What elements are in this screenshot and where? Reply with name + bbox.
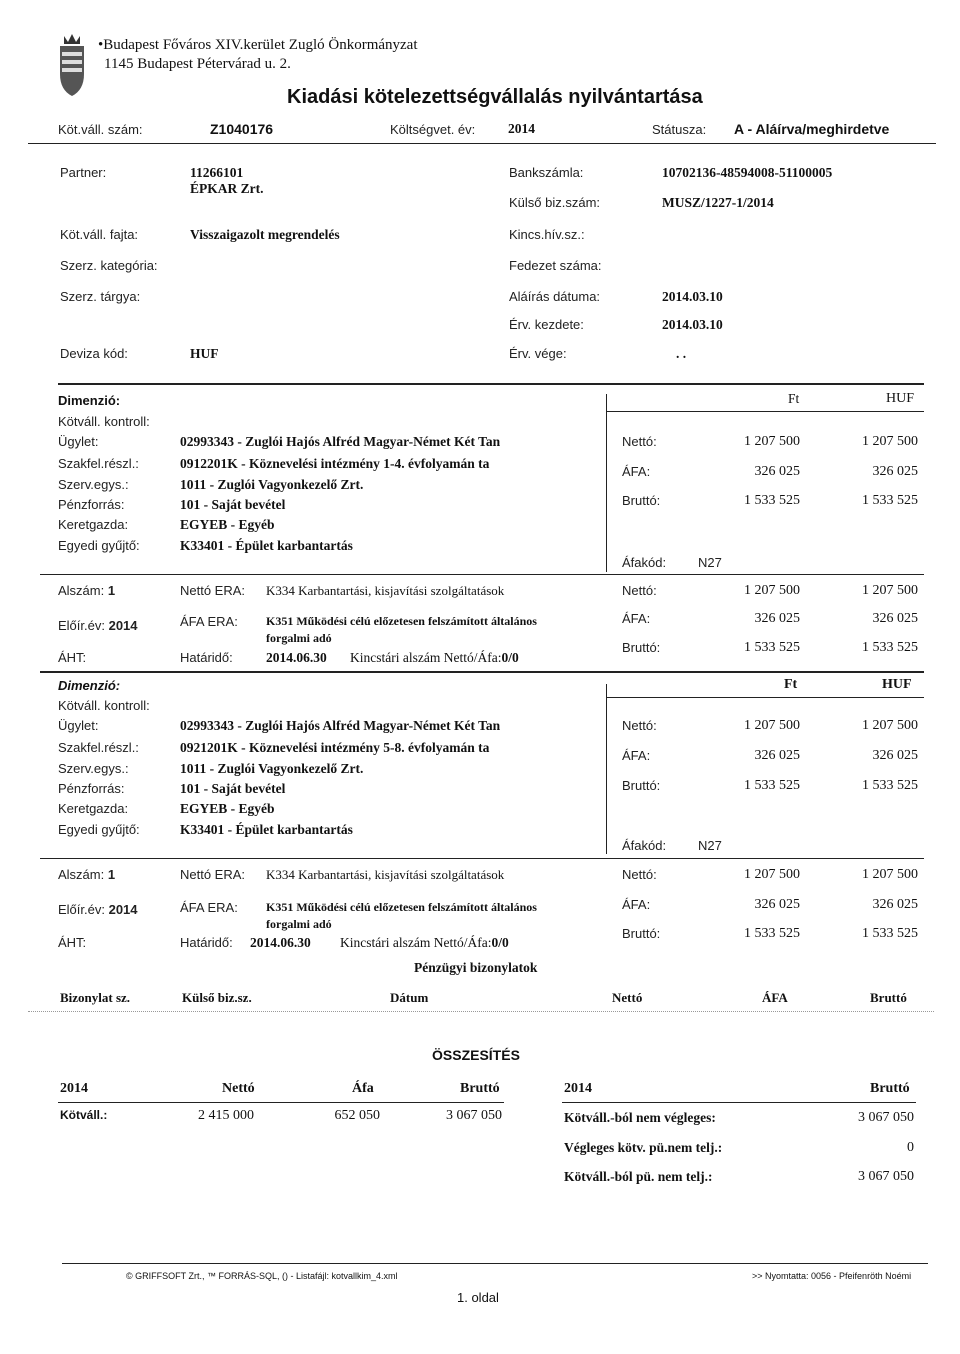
divider (606, 411, 924, 412)
right-brutto-header: Bruttó (870, 1081, 910, 1096)
bankszamla-label: Bankszámla: (509, 165, 584, 180)
s-netto-ft: 1 207 500 (744, 583, 800, 598)
divider (606, 394, 607, 572)
szakfel-label: Szakfel.részl.: (58, 456, 139, 471)
hatarido-value: 2014.06.30 (266, 650, 327, 665)
s-brutto-label-2: Bruttó: (622, 926, 661, 941)
nem-vegleges-label: Kötváll.-ból nem végleges: (564, 1110, 716, 1125)
col-netto: Nettó (612, 990, 643, 1005)
fajta-label: Köt.váll. fajta: (60, 227, 139, 242)
pu-nem-telj-label: Kötváll.-ból pü. nem telj.: (564, 1169, 713, 1184)
keretgazda-value-2: EGYEB - Egyéb (180, 801, 275, 816)
s-afa-label: ÁFA: (622, 611, 651, 626)
brutto-ft: 1 533 525 (744, 493, 800, 508)
eloir-row-2: Előír.év: 2014 (58, 902, 138, 917)
col-bizonylat: Bizonylat sz. (60, 990, 131, 1005)
penzforras-label-2: Pénzforrás: (58, 781, 125, 796)
penzforras-value: 101 - Saját bevétel (180, 497, 286, 512)
divider (606, 697, 924, 698)
penzforras-value-2: 101 - Saját bevétel (180, 781, 286, 796)
hatarido-label: Határidő: (180, 650, 233, 665)
huf-header-2: HUF (882, 677, 912, 692)
alszam-row-2: Alszám: 1 (58, 867, 116, 882)
alszam-row: Alszám: 1 (58, 583, 116, 598)
s-brutto-huf: 1 533 525 (862, 640, 918, 655)
s-netto-label: Nettó: (622, 583, 657, 598)
egyedi-label-2: Egyedi gyűjtő: (58, 822, 140, 837)
osszesites-title: ÖSSZESÍTÉS (432, 1047, 520, 1063)
afa-era-label: ÁFA ERA: (180, 614, 238, 629)
dimenzio-label-2: Dimenzió: (58, 678, 121, 693)
s-afa-huf: 326 025 (872, 611, 918, 626)
col-brutto: Bruttó (870, 990, 907, 1005)
footer-right: >> Nyomtatta: 0056 - Pfeifenröth Noémi (752, 1271, 912, 1281)
szerv-label: Szerv.egys.: (58, 477, 129, 492)
divider (28, 143, 936, 144)
erv-kezdete-label: Érv. kezdete: (509, 317, 584, 332)
s-afa-ft: 326 025 (754, 611, 800, 626)
kulso-label: Külső biz.szám: (509, 195, 601, 210)
col-datum: Dátum (390, 990, 429, 1005)
afakod-label: Áfakód: (622, 555, 667, 570)
afakod-label-2: Áfakód: (622, 838, 667, 853)
divider (40, 671, 924, 673)
kategoria-label: Szerz. kategória: (60, 258, 158, 273)
coat-of-arms-icon (52, 32, 92, 98)
afa-era-value-1: K351 Működési célú előzetesen felszámított általános (266, 614, 537, 628)
afa-label-2: ÁFA: (622, 748, 651, 763)
deviza-label: Deviza kód: (60, 346, 128, 361)
divider (40, 858, 924, 859)
afa-ft-2: 326 025 (754, 748, 800, 763)
szakfel-label-2: Szakfel.részl.: (58, 740, 139, 755)
col-afa: ÁFA (762, 990, 788, 1005)
left-year: 2014 (60, 1081, 88, 1096)
s-afa-ft-2: 326 025 (754, 897, 800, 912)
s-brutto-huf-2: 1 533 525 (862, 926, 918, 941)
page-title: Kiadási kötelezettségvállalás nyilvántartása (287, 86, 703, 108)
alairas-label: Aláírás dátuma: (509, 289, 601, 304)
s-netto-ft-2: 1 207 500 (744, 867, 800, 882)
kotvall-kontroll-label-2: Kötváll. kontroll: (58, 698, 150, 713)
szerv-value: 1011 - Zuglói Vagyonkezelő Zrt. (180, 477, 364, 492)
netto-era-value-2: K334 Karbantartási, kisjavítási szolgáltatások (266, 867, 505, 882)
kotvall-szam-value: Z1040176 (210, 121, 274, 137)
nem-vegleges-value: 3 067 050 (858, 1110, 914, 1125)
keretgazda-value: EGYEB - Egyéb (180, 517, 275, 532)
szerv-label-2: Szerv.egys.: (58, 761, 129, 776)
s-brutto-label: Bruttó: (622, 640, 661, 655)
afa-huf: 326 025 (872, 464, 918, 479)
erv-kezdete-value: 2014.03.10 (662, 317, 723, 332)
col-kulso: Külső biz.sz. (182, 990, 252, 1005)
pu-nem-telj-value: 3 067 050 (858, 1169, 914, 1184)
ugylet-value: 02993343 - Zuglói Hajós Alfréd Magyar-Német Két Tan (180, 434, 501, 449)
kotvall-sum-brutto: 3 067 050 (446, 1108, 502, 1123)
left-brutto-header: Bruttó (460, 1081, 500, 1096)
szerv-value-2: 1011 - Zuglói Vagyonkezelő Zrt. (180, 761, 364, 776)
bankszamla-value: 10702136-48594008-51100005 (662, 165, 833, 180)
afa-label: ÁFA: (622, 464, 651, 479)
divider (58, 1102, 504, 1103)
netto-label: Nettó: (622, 434, 657, 449)
egyedi-label: Egyedi gyűjtő: (58, 538, 140, 553)
szakfel-value-2: 0921201K - Köznevelési intézmény 5-8. évfolyamán ta (180, 740, 490, 755)
keretgazda-label: Keretgazda: (58, 517, 129, 532)
divider (62, 1263, 928, 1264)
koltsegvet-value: 2014 (508, 121, 535, 136)
kincs-label: Kincs.hív.sz.: (509, 227, 585, 242)
afa-huf-2: 326 025 (872, 748, 918, 763)
s-netto-label-2: Nettó: (622, 867, 657, 882)
fedezet-label: Fedezet száma: (509, 258, 602, 273)
erv-vege-value: . . (676, 346, 687, 361)
ugylet-label-2: Ügylet: (58, 718, 99, 733)
divider (40, 574, 924, 575)
ft-header-2: Ft (784, 677, 798, 692)
aht-label: ÁHT: (58, 650, 87, 665)
s-netto-huf: 1 207 500 (862, 583, 918, 598)
aht-label-2: ÁHT: (58, 935, 87, 950)
penzforras-label: Pénzforrás: (58, 497, 125, 512)
alairas-value: 2014.03.10 (662, 289, 723, 304)
afa-ft: 326 025 (754, 464, 800, 479)
egyedi-value: K33401 - Épület karbantartás (180, 538, 353, 553)
afakod-value-2: N27 (698, 838, 722, 853)
partner-name: ÉPKAR Zrt. (190, 181, 264, 196)
erv-vege-label: Érv. vége: (509, 346, 567, 361)
penzugyi-title: Pénzügyi bizonylatok (414, 960, 538, 975)
hatarido-label-2: Határidő: (180, 935, 233, 950)
kulso-value: MUSZ/1227-1/2014 (662, 195, 774, 210)
netto-label-2: Nettó: (622, 718, 657, 733)
s-afa-label-2: ÁFA: (622, 897, 651, 912)
right-year: 2014 (564, 1081, 592, 1096)
dimenzio-label: Dimenzió: (58, 393, 121, 408)
afakod-value: N27 (698, 555, 722, 570)
deviza-value: HUF (190, 346, 219, 361)
brutto-label: Bruttó: (622, 493, 661, 508)
fajta-value: Visszaigazolt megrendelés (190, 227, 340, 242)
s-netto-huf-2: 1 207 500 (862, 867, 918, 882)
s-brutto-ft: 1 533 525 (744, 640, 800, 655)
s-afa-huf-2: 326 025 (872, 897, 918, 912)
netto-era-label-2: Nettó ERA: (180, 867, 246, 882)
kotvall-sum-afa: 652 050 (334, 1108, 380, 1123)
netto-huf: 1 207 500 (862, 434, 918, 449)
brutto-huf-2: 1 533 525 (862, 778, 918, 793)
netto-era-label: Nettó ERA: (180, 583, 246, 598)
afa-era-label-2: ÁFA ERA: (180, 900, 238, 915)
divider (28, 1011, 934, 1012)
kincstari-row-2: Kincstári alszám Nettó/Áfa:0/0 (340, 935, 509, 950)
divider (58, 383, 924, 385)
netto-ft-2: 1 207 500 (744, 718, 800, 733)
vegleges-value: 0 (907, 1140, 914, 1155)
ft-header: Ft (788, 391, 800, 406)
afa-era-value-1-2: K351 Működési célú előzetesen felszámított általános (266, 900, 537, 914)
afa-era-value-2: forgalmi adó (266, 631, 332, 645)
divider (562, 1102, 916, 1103)
kotvall-kontroll-label: Kötváll. kontroll: (58, 414, 150, 429)
divider (606, 684, 607, 854)
eloir-row: Előír.év: 2014 (58, 618, 138, 633)
kotvall-sum-netto: 2 415 000 (198, 1108, 254, 1123)
org-name: •Budapest Főváros XIV.kerület Zugló Önkormányzat (98, 37, 418, 53)
brutto-ft-2: 1 533 525 (744, 778, 800, 793)
org-address: 1145 Budapest Pétervárad u. 2. (104, 56, 291, 72)
footer-left: © GRIFFSOFT Zrt., ™ FORRÁS-SQL, () - Listafájl: kotvallkim_4.xml (126, 1271, 398, 1281)
vegleges-label: Végleges kötv. pü.nem telj.: (564, 1140, 723, 1155)
brutto-label-2: Bruttó: (622, 778, 661, 793)
kotvall-sum-label: Kötváll.: (60, 1108, 108, 1122)
statusza-label: Státusza: (652, 122, 707, 137)
netto-era-value: K334 Karbantartási, kisjavítási szolgáltatások (266, 583, 505, 598)
targya-label: Szerz. tárgya: (60, 289, 141, 304)
partner-label: Partner: (60, 165, 107, 180)
kincstari-row: Kincstári alszám Nettó/Áfa:0/0 (350, 650, 519, 665)
netto-huf-2: 1 207 500 (862, 718, 918, 733)
page-number: 1. oldal (457, 1290, 499, 1305)
koltsegvet-label: Költségvet. év: (390, 122, 476, 137)
kotvall-szam-label: Köt.váll. szám: (58, 122, 143, 137)
partner-id: 11266101 (190, 165, 244, 180)
left-netto-header: Nettó (222, 1081, 255, 1096)
szakfel-value: 0912201K - Köznevelési intézmény 1-4. évfolyamán ta (180, 456, 490, 471)
brutto-huf: 1 533 525 (862, 493, 918, 508)
egyedi-value-2: K33401 - Épület karbantartás (180, 822, 353, 837)
statusza-value: A - Aláírva/meghirdetve (734, 121, 890, 137)
netto-ft: 1 207 500 (744, 434, 800, 449)
ugylet-value-2: 02993343 - Zuglói Hajós Alfréd Magyar-Német Két Tan (180, 718, 501, 733)
keretgazda-label-2: Keretgazda: (58, 801, 129, 816)
huf-header: HUF (886, 391, 915, 406)
left-afa-header: Áfa (352, 1081, 374, 1096)
s-brutto-ft-2: 1 533 525 (744, 926, 800, 941)
hatarido-value-2: 2014.06.30 (250, 935, 311, 950)
ugylet-label: Ügylet: (58, 434, 99, 449)
afa-era-value-2-2: forgalmi adó (266, 917, 332, 931)
